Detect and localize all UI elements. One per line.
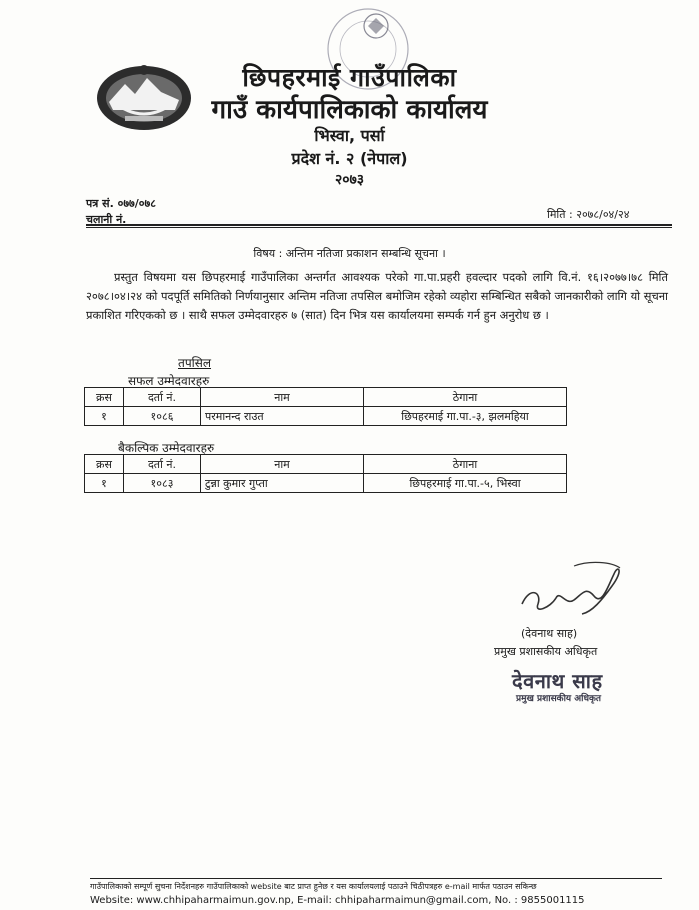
office-name: गाउँ कार्यपालिकाको कार्यालय (211, 95, 488, 125)
cell-naam: टुन्ना कुमार गुप्ता (201, 474, 364, 493)
letter-date: मिति : २०७८/०४/२४ (547, 208, 630, 221)
cell-thegana: छिपहरमाई गा.पा.-३, झलमहिया (364, 407, 567, 426)
col-naam: नाम (201, 388, 364, 407)
header-divider-thin (86, 227, 672, 228)
office-location: भिस्वा, पर्सा (314, 126, 385, 145)
footer-divider (90, 878, 662, 879)
col-darta: दर्ता नं. (124, 455, 201, 474)
letter-subject: विषय : अन्तिम नतिजा प्रकाशन सम्बन्धि सूचना । (253, 247, 446, 260)
stamp-title: प्रमुख प्रशासकीय अधिकृत (516, 694, 602, 704)
cell-kram: १ (85, 407, 124, 426)
successful-candidates-caption: सफल उम्मेदवारहरु (128, 374, 210, 388)
cell-darta: १०८३ (124, 474, 201, 493)
cell-darta: १०८६ (124, 407, 201, 426)
letter-reference: पत्र सं. ०७७/०७८ (86, 197, 156, 210)
details-heading: तपसिल (178, 356, 212, 370)
col-naam: नाम (201, 455, 364, 474)
table-header-row (85, 455, 567, 474)
cell-naam: परमानन्द राउत (201, 407, 364, 426)
footer-notice: गाउँपालिकाको सम्पूर्ण सुचना निर्देशनहरु गाउँपालिकाको website बाट प्राप्त हुनेछ र यस कार्यालयलाई पठाउने चिठीपत्रहरु e-mail मार्फत पठाउन सकिन्छ (90, 882, 537, 891)
signatory-title: प्रमुख प्रशासकीय अधिकृत (494, 645, 598, 658)
header-divider (86, 224, 672, 226)
footer-contact: Website: www.chhipaharmaimun.gov.np, E-mail: chhipaharmaimun@gmail.com, No. : 9855001115 (90, 895, 585, 906)
cell-thegana: छिपहरमाई गा.पा.-५, भिस्वा (364, 474, 567, 493)
signature-icon (516, 556, 628, 626)
signatory-name: (देवनाथ साह) (521, 627, 578, 640)
alternate-candidates-caption: बैकल्पिक उम्मेदवारहरु (118, 441, 215, 455)
table-header-row (85, 388, 567, 407)
dispatch-number: चलानी नं. (86, 213, 127, 226)
municipality-name: छिपहरमाई गाउँपालिका (242, 63, 457, 92)
table-row (85, 474, 567, 493)
col-kram: क्रस (85, 388, 124, 407)
alternate-candidates-table (84, 454, 567, 493)
col-thegana: ठेगाना (364, 455, 567, 474)
established-year: २०७३ (334, 172, 365, 188)
table-row (85, 407, 567, 426)
province: प्रदेश नं. २ (नेपाल) (291, 149, 408, 168)
col-darta: दर्ता नं. (124, 388, 201, 407)
successful-candidates-table (84, 387, 567, 426)
col-kram: क्रस (85, 455, 124, 474)
stamp-name: देवनाथ साह (512, 669, 603, 693)
letter-body: प्रस्तुत विषयमा यस छिपहरमाई गाउँपालिका अन्तर्गत आवश्यक परेको गा.पा.प्रहरी हवल्दार पदको लागि वि.नं. १६।२०७७।७८ मिति २०७८।०४।२४ को पदपूर्ति समितिको निर्णयानुसार अन्तिम नतिजा तपसिल बमोजिम रहेको व्यहोरा सम्बिन्धित सबैको जानकारीको लागि यो सूचना प्रकाशित गरिएकको छ । साथै सफल उम्मेदवारहरु ७ (सात) दिन भित्र यस कार्यालयमा सम्पर्क गर्न हुन अनुरोध छ । (86, 270, 668, 322)
cell-kram: १ (85, 474, 124, 493)
col-thegana: ठेगाना (364, 388, 567, 407)
